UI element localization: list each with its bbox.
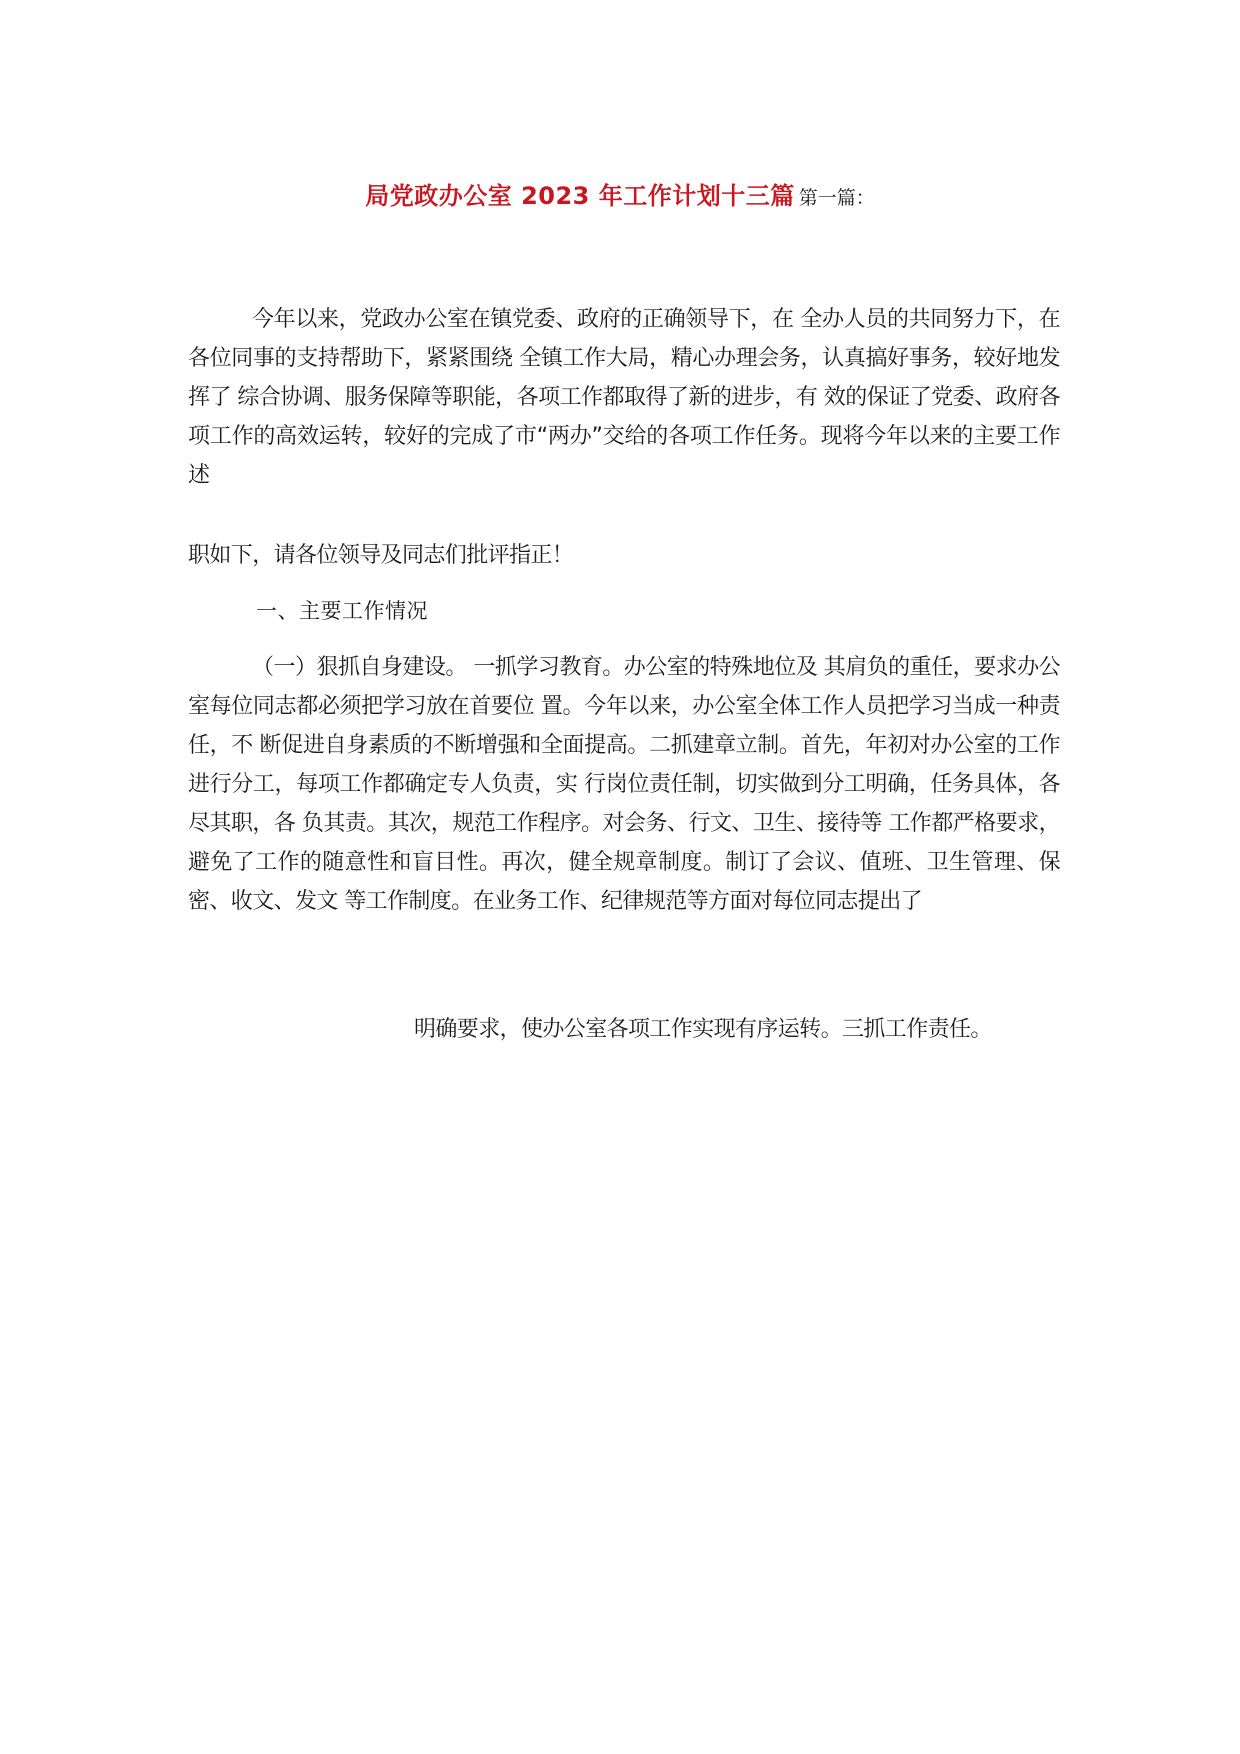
title-line [0, 178, 1240, 217]
section-heading: 一、主要工作情况 [256, 599, 428, 623]
document-subtitle: 第一篇： [798, 187, 875, 209]
paragraph-intro: 今年以来，党政办公室在镇党委、政府的正确领导下，在 全办人员的共同努力下，在各位同事的支持帮助下，紧紧围绕 全镇工作大局，精心办理会务，认真搞好事务，较好地发挥了 综合协调、服务保障等职能，各项工作都取得了新的进步，有 效的保证了党委、政府各项工作的高效运转，较好的完成了市“两办”交给的各项工作任务。现将今年以来的主要工作述 [188, 307, 1060, 488]
paragraph-continuation: 明确要求，使办公室各项工作实现有序运转。三抓工作责任。 [414, 1017, 992, 1042]
document-title: 局党政办公室 2023 年工作计划十三篇 [365, 182, 795, 210]
paragraph-request: 职如下，请各位领导及同志们批评指正！ [188, 543, 574, 568]
paragraph-self-building: （一）狠抓自身建设。 一抓学习教育。办公室的特殊地位及 其肩负的重任，要求办公室每位同志都必须把学习放在首要位 置。今年以来，办公室全体工作人员把学习当成一种责任，不 断促进自身素质的不断增强和全面提高。二抓建章立制。首先，年初对办公室的工作进行分工，每项工作都确定专人负责，实 行岗位责任制，切实做到分工明确，任务具体，各尽其职，各 负其责。其次，规范工作程序。对会务、行文、卫生、接待等 工作都严格要求，避免了工作的随意性和盲目性。再次，健全规章制度。制订了会议、值班、卫生管理、保密、收文、发文 等工作制度。在业务工作、纪律规范等方面对每位同志提出了 [188, 655, 1060, 914]
